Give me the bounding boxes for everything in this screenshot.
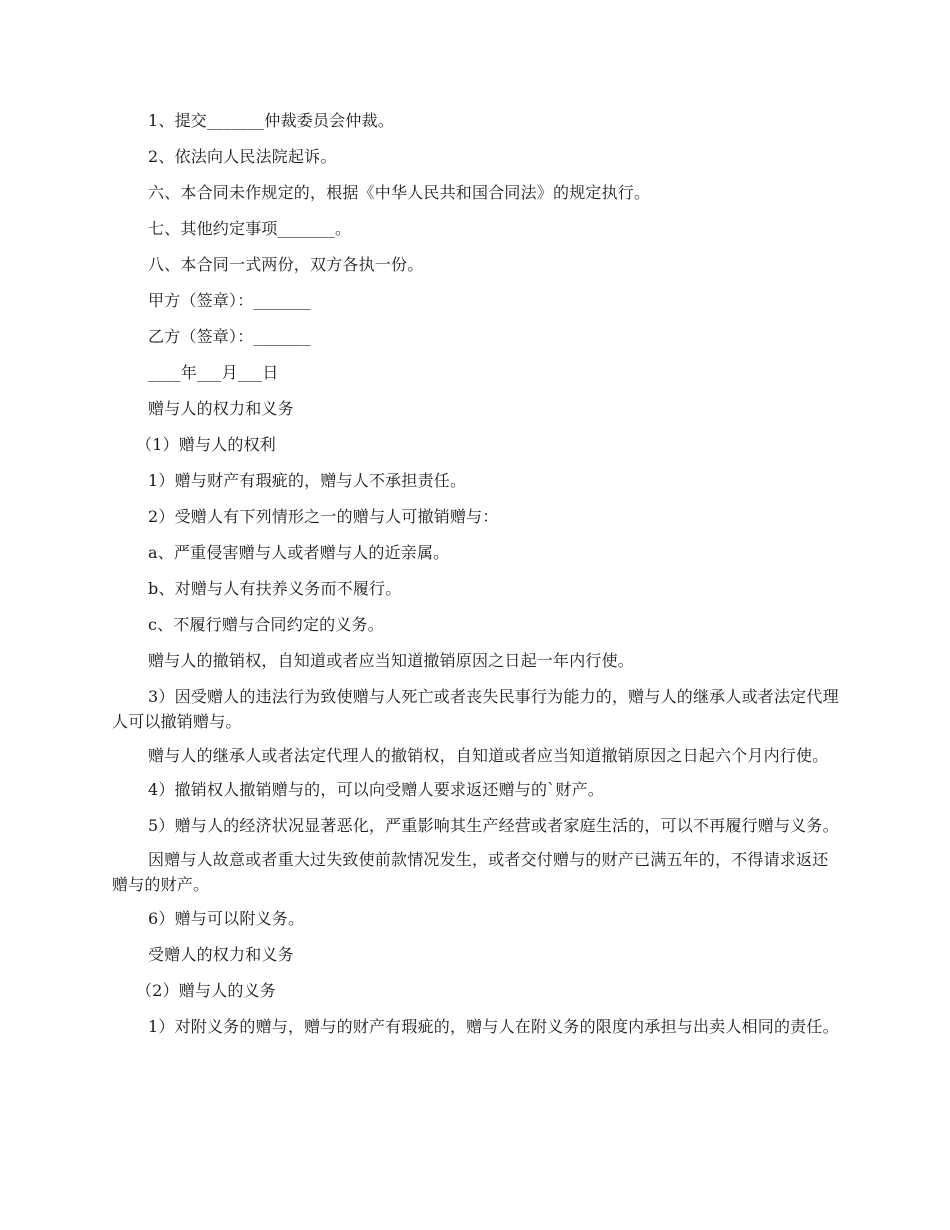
list-item: 3）因受赠人的违法行为致使赠与人死亡或者丧失民事行为能力的，赠与人的继承人或者法定代理人可以撤销赠与。 xyxy=(112,687,839,731)
paragraph-no-return: 因赠与人故意或者重大过失致使前款情况发生，或者交付赠与的财产已满五年的，不得请求返还赠与的财产。 xyxy=(112,850,829,894)
paragraph-clause-seven: 七、其他约定事项_______。 xyxy=(148,219,352,238)
paragraph-court: 2、依法向人民法院起诉。 xyxy=(148,147,337,166)
section-heading-donee-rights: 受赠人的权力和义务 xyxy=(148,945,294,964)
list-item: 4）撤销权人撤销赠与的，可以向受赠人要求返还赠与的`财产。 xyxy=(148,780,604,799)
list-item: c、不履行赠与合同约定的义务。 xyxy=(148,615,384,634)
list-item: 2）受赠人有下列情形之一的赠与人可撤销赠与： xyxy=(148,507,499,526)
list-item: 6）赠与可以附义务。 xyxy=(148,909,305,928)
subheading-donor-rights: （1）赠与人的权利 xyxy=(136,435,276,454)
signature-party-a: 甲方（签章）：_______ xyxy=(148,291,311,310)
subheading-donor-duties: （2）赠与人的义务 xyxy=(136,981,276,1000)
paragraph-clause-eight: 八、本合同一式两份，双方各执一份。 xyxy=(148,255,424,274)
section-heading-donor-rights: 赠与人的权力和义务 xyxy=(148,399,294,418)
list-item: 1）赠与财产有瑕疵的，赠与人不承担责任。 xyxy=(148,471,467,490)
paragraph-revocation-period: 赠与人的撤销权，自知道或者应当知道撤销原因之日起一年内行使。 xyxy=(148,651,635,670)
paragraph-heir-revocation: 赠与人的继承人或者法定代理人的撤销权，自知道或者应当知道撤销原因之日起六个月内行使。 xyxy=(148,746,829,765)
signature-party-b: 乙方（签章）：_______ xyxy=(148,327,311,346)
list-item: a、严重侵害赠与人或者赠与人的近亲属。 xyxy=(148,543,450,562)
list-item: 5）赠与人的经济状况显著恶化，严重影响其生产经营或者家庭生活的，可以不再履行赠与义务。 xyxy=(148,816,839,835)
list-item: b、对赠与人有扶养义务而不履行。 xyxy=(148,579,402,598)
signature-date: ____年___月___日 xyxy=(148,363,279,382)
document-body xyxy=(112,108,840,1050)
paragraph-clause-six: 六、本合同未作规定的，根据《中华人民共和国合同法》的规定执行。 xyxy=(148,183,651,202)
paragraph-arbitration: 1、提交_______仲裁委员会仲裁。 xyxy=(148,111,394,130)
list-item: 1）对附义务的赠与，赠与的财产有瑕疵的，赠与人在附义务的限度内承担与出卖人相同的责任。 xyxy=(148,1017,839,1036)
